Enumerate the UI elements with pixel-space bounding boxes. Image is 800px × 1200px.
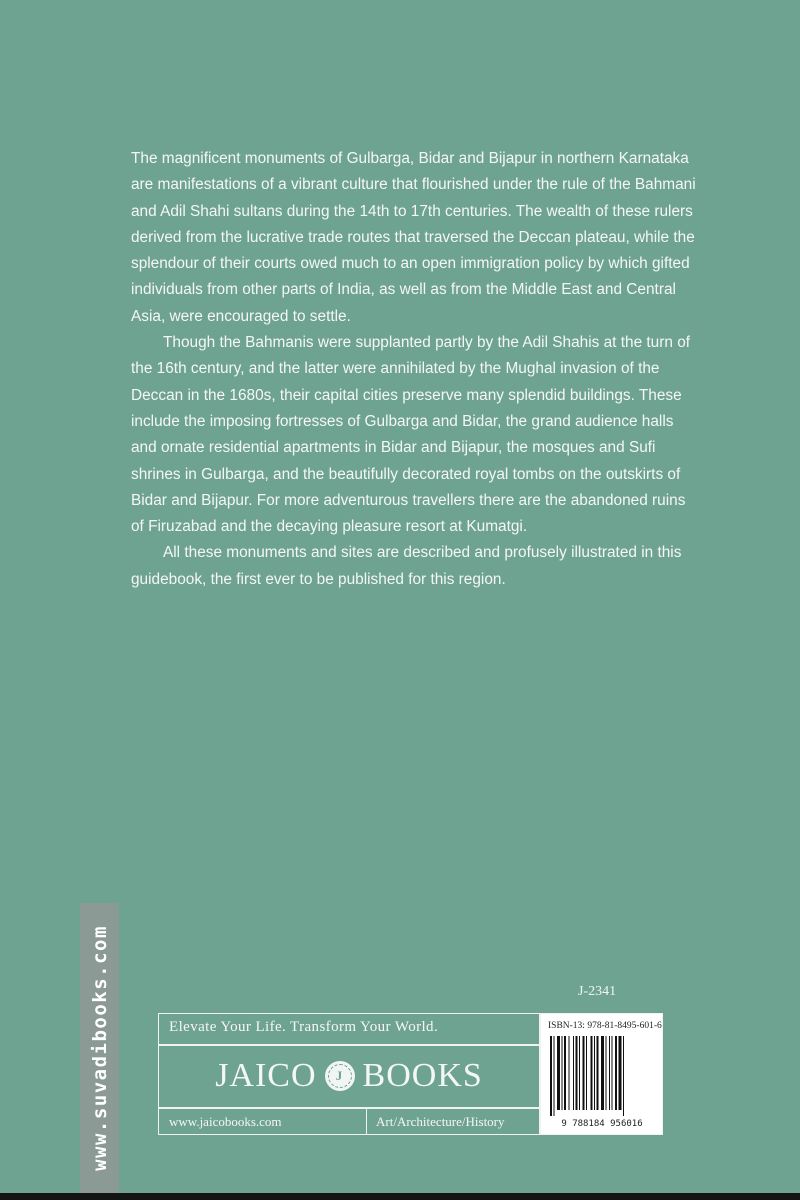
back-cover-blurb [131,146,701,593]
divider [159,1044,539,1046]
watermark-strip [80,903,119,1193]
publisher-tagline: Elevate Your Life. Transform Your World. [169,1019,439,1035]
blurb-paragraph-2: Though the Bahmanis were supplanted partly by the Adil Shahis at the turn of the 16th century, and the latter were annihilated by the Mughal invasion of the Deccan in the 1680s, their capital cities preserve many splendid buildings. These include the imposing fortresses of Gulbarga and Bidar, the grand audience halls and ornate residential apartments in Bidar and Bijapur, the mosques and Sufi shrines in Gulbarga, and the beautifully decorated royal tombs on the outskirts of Bidar and Bijapur. For more adventurous travellers there are the abandoned ruins of Firuzabad and the decaying pleasure resort at Kumatgi. [131,334,691,536]
watermark-text: www.suvadibooks.com [88,925,111,1171]
product-code: J-2341 [578,984,617,999]
barcode-box [540,1013,663,1135]
blurb-paragraph-1: The magnificent monuments of Gulbarga, Bidar and Bijapur in northern Karnataka are manifestations of a vibrant culture that flourished under the rule of the Bahmani and Adil Shahi sultans during the 14th to 17th centuries. The wealth of these rulers derived from the lucrative trade routes that traversed the Deccan plateau, while the splendour of their courts owed much to an open immigration policy by which gifted individuals from other parts of India, as well as from the Middle East and Central Asia, were encouraged to settle. [131,150,696,325]
publisher-name-right: BOOKS [362,1057,483,1094]
publisher-name-left: JAICO [215,1057,317,1094]
isbn-label: ISBN-13: 978-81-8495-601-6 [548,1021,662,1031]
barcode-digits: 9 788184 956016 [561,1119,643,1129]
sun-emblem-icon: J [325,1061,355,1091]
blurb-paragraph-3: All these monuments and sites are described and profusely illustrated in this guidebook, the first ever to be published for this region. [131,544,682,588]
publisher-logo [159,1052,539,1100]
bottom-edge [0,1193,800,1200]
publisher-panel [158,1013,540,1135]
book-category: Art/Architecture/History [366,1107,505,1134]
publisher-website: www.jaicobooks.com [169,1114,282,1129]
barcode-icon [548,1036,656,1130]
